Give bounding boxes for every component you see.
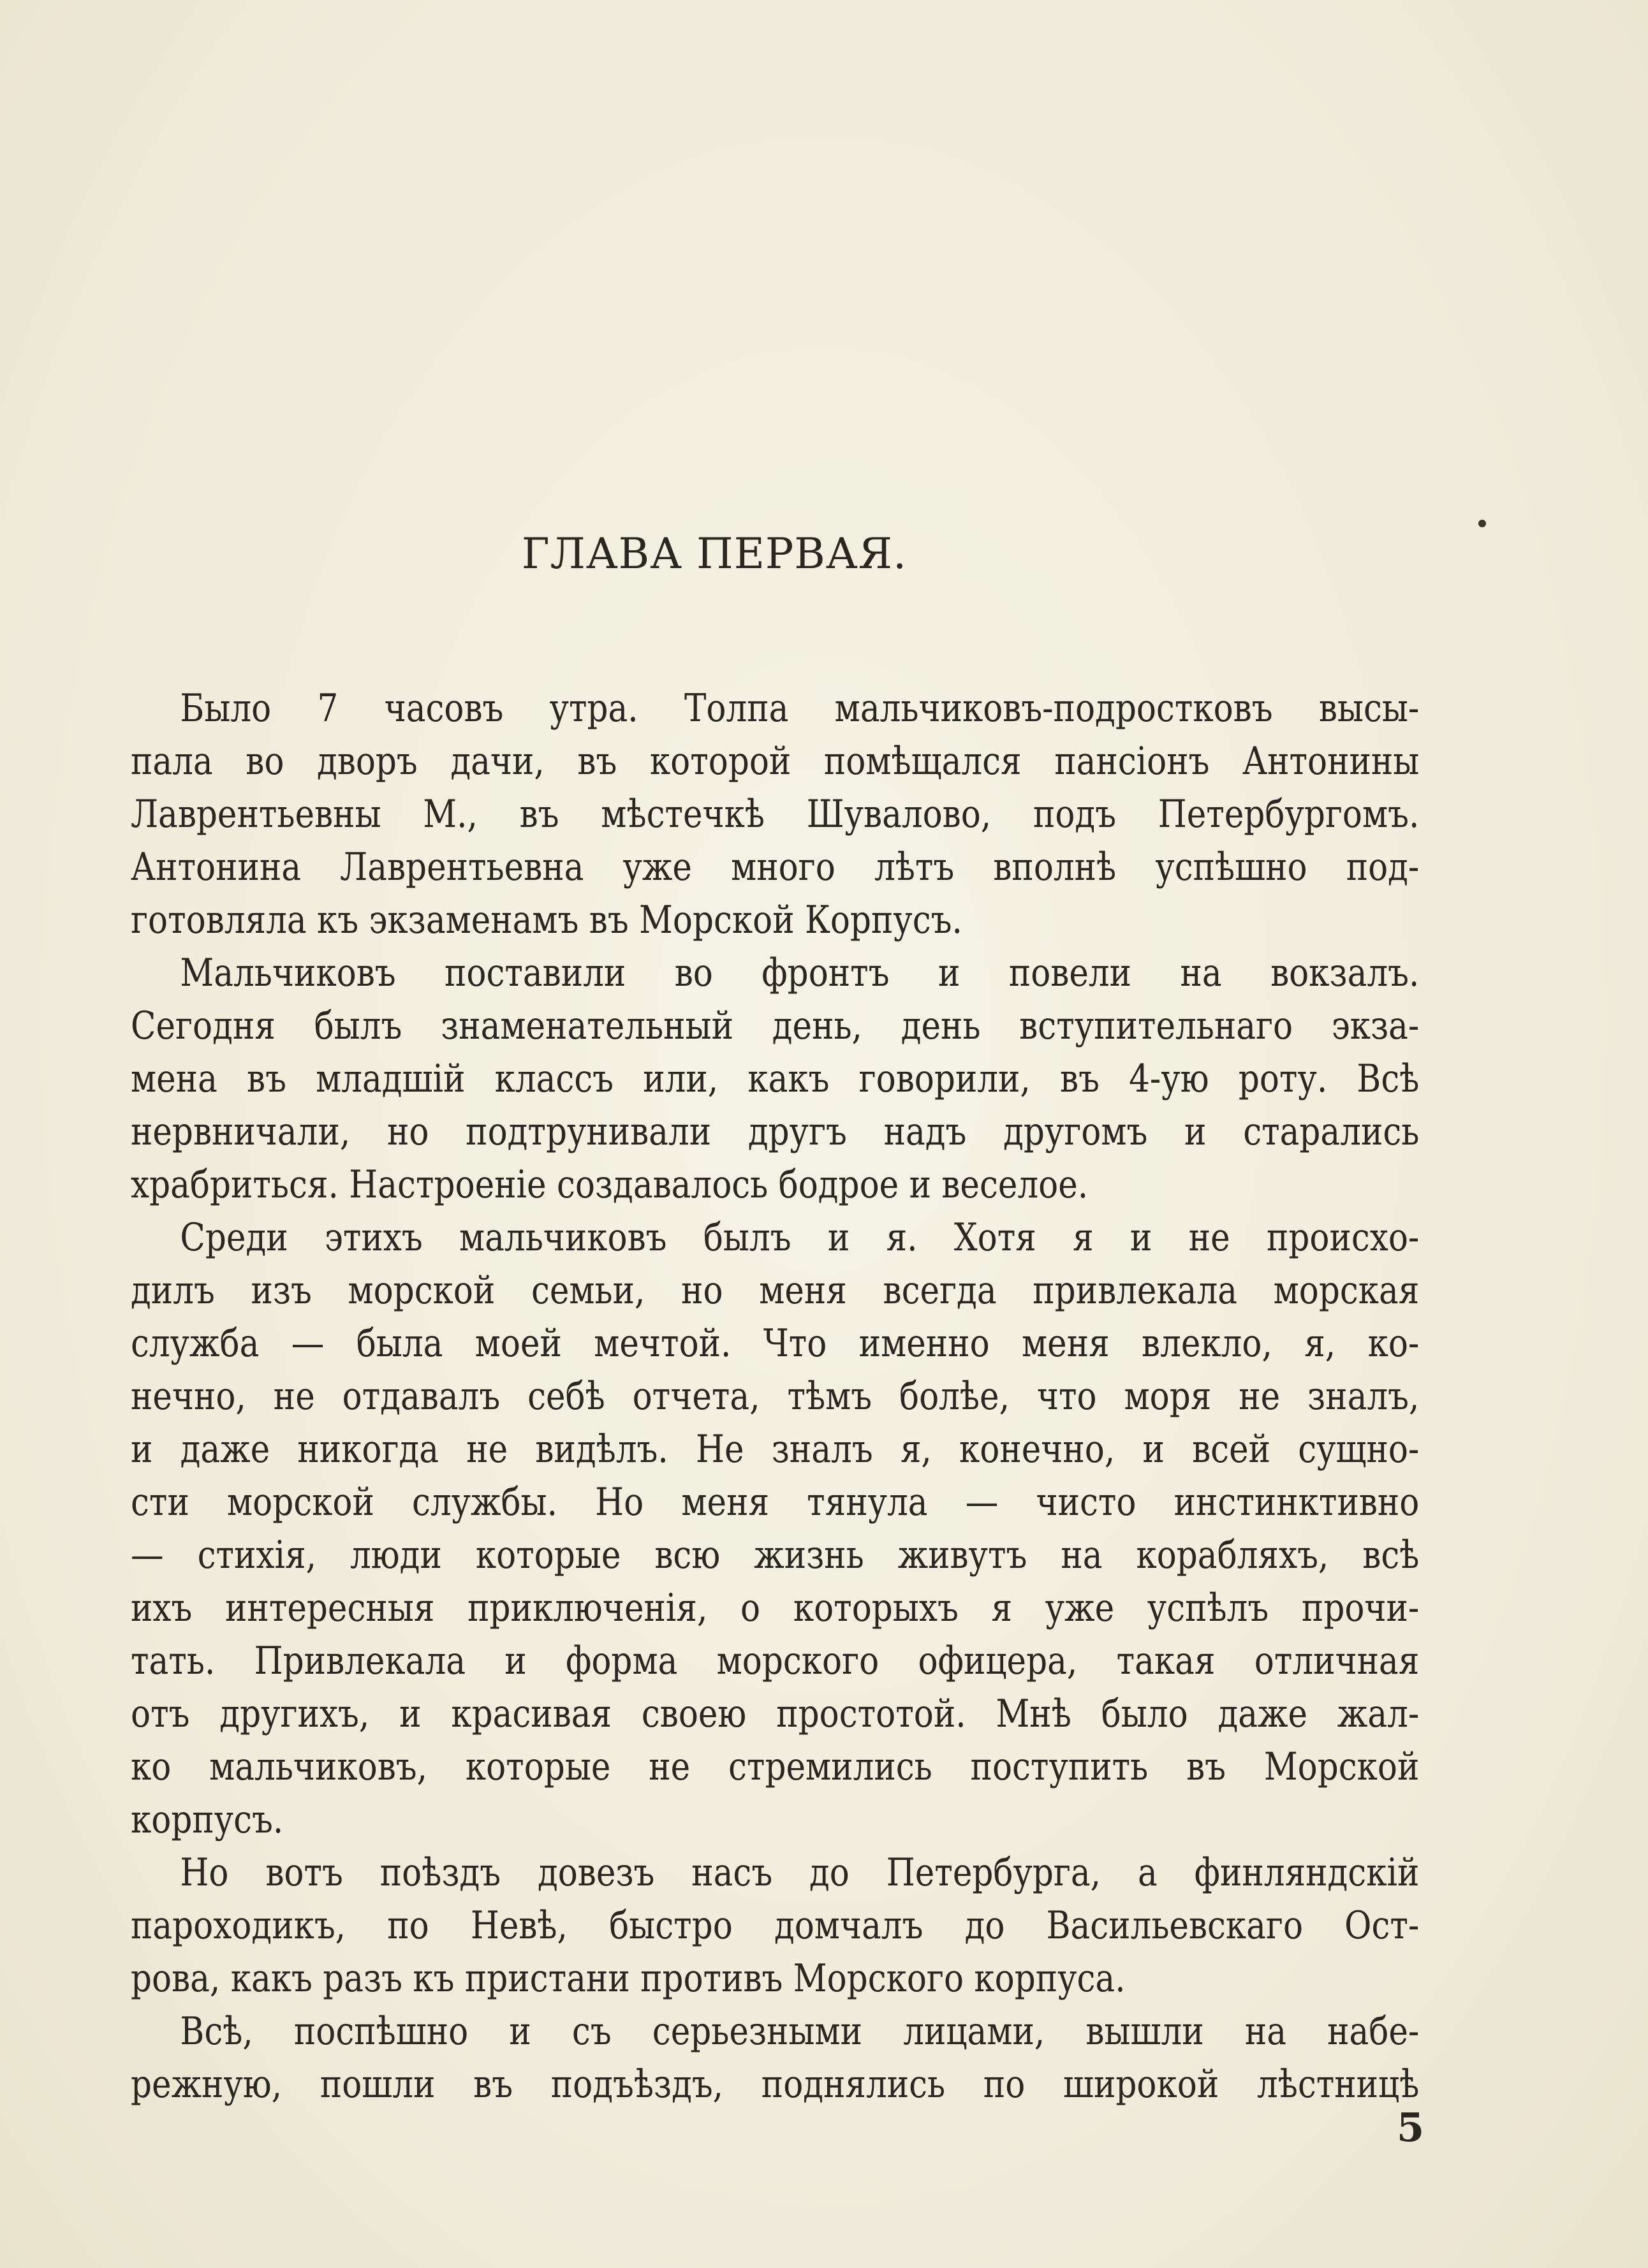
- text-line: пароходикъ, по Невѣ, быстро домчалъ до Васильевскаго Ост-: [131, 1903, 1420, 1948]
- ink-speck: [1478, 520, 1486, 527]
- chapter-title: ГЛАВА ПЕРВАЯ.: [521, 529, 908, 578]
- text-line: Лаврентьевны М., въ мѣстечкѣ Шувалово, подъ Петербургомъ.: [131, 792, 1420, 837]
- text-line: Но вотъ поѣздъ довезъ насъ до Петербурга, а финляндскій: [180, 1850, 1420, 1895]
- text-line: режную, пошли въ подъѣздъ, поднялись по широкой лѣстницѣ: [131, 2062, 1420, 2107]
- text-line: Было 7 часовъ утра. Толпа мальчиковъ-подростковъ высы-: [180, 686, 1420, 731]
- text-line: рова, какъ разъ къ пристани противъ Морского корпуса.: [131, 1956, 1126, 2001]
- text-line: храбриться. Настроеніе создавалось бодрое и веселое.: [131, 1162, 1089, 1207]
- text-line: Среди этихъ мальчиковъ былъ и я. Хотя я и не происхо-: [180, 1215, 1420, 1260]
- text-line: и даже никогда не видѣлъ. Не зналъ я, конечно, и всей сущно-: [131, 1427, 1420, 1472]
- text-line: — стихія, люди которые всю жизнь живутъ на корабляхъ, всѣ: [131, 1533, 1420, 1577]
- text-line: ко мальчиковъ, которые не стремились поступить въ Морской: [131, 1745, 1420, 1789]
- text-line: нечно, не отдавалъ себѣ отчета, тѣмъ болѣе, что моря не зналъ,: [131, 1374, 1420, 1419]
- body-text: [131, 682, 1419, 2111]
- text-line: Антонина Лаврентьевна уже много лѣтъ вполнѣ успѣшно под-: [131, 845, 1420, 889]
- text-line: Всѣ, поспѣшно и съ серьезными лицами, вышли на набе-: [180, 2009, 1420, 2054]
- text-line: служба — была моей мечтой. Что именно меня влекло, я, ко-: [131, 1321, 1420, 1366]
- text-line: отъ другихъ, и красивая своею простотой. Мнѣ было даже жал-: [131, 1692, 1420, 1736]
- text-line: ихъ интересныя приключенія, о которыхъ я уже успѣлъ прочи-: [131, 1586, 1420, 1630]
- text-line: тать. Привлекала и форма морского офицера, такая отличная: [131, 1639, 1420, 1683]
- text-line: сти морской службы. Но меня тянула — чисто инстинктивно: [131, 1480, 1420, 1525]
- text-line: Сегодня былъ знаменательный день, день вступительнаго экза-: [131, 1004, 1420, 1048]
- page-number: 5: [1397, 2104, 1425, 2151]
- text-line: дилъ изъ морской семьи, но меня всегда привлекала морская: [131, 1268, 1420, 1313]
- text-line: корпусъ.: [131, 1797, 284, 1842]
- text-line: нервничали, но подтрунивали другъ надъ другомъ и старались: [131, 1109, 1420, 1154]
- text-line: Мальчиковъ поставили во фронтъ и повели на вокзалъ.: [180, 951, 1420, 995]
- text-line: пала во дворъ дачи, въ которой помѣщался пансіонъ Антонины: [131, 739, 1420, 784]
- text-line: готовляла къ экзаменамъ въ Морской Корпусъ.: [131, 898, 962, 942]
- text-line: мена въ младшій классъ или, какъ говорили, въ 4-ую роту. Всѣ: [131, 1057, 1420, 1101]
